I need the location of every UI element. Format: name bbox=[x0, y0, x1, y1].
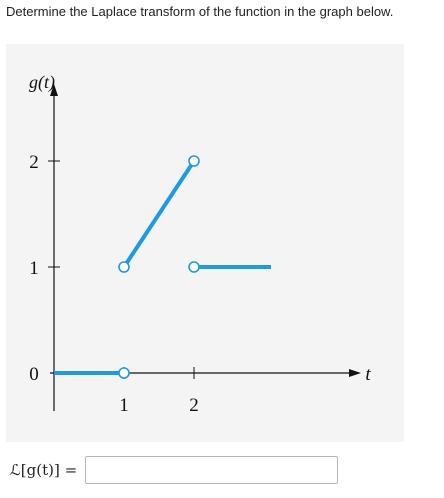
y-axis-label: g(t) bbox=[29, 72, 55, 92]
x-axis-arrow-icon bbox=[349, 369, 361, 377]
y-tick-label: 0 bbox=[29, 364, 39, 385]
answer-row bbox=[10, 456, 338, 484]
open-endpoint bbox=[189, 156, 199, 166]
piecewise-graph bbox=[6, 44, 404, 442]
answer-label: ℒ[g(t)] = bbox=[10, 461, 78, 479]
answer-input[interactable] bbox=[85, 456, 338, 484]
x-tick-label: 2 bbox=[189, 395, 199, 416]
open-endpoint bbox=[119, 262, 129, 272]
graph-panel bbox=[6, 44, 404, 442]
y-tick-label: 2 bbox=[29, 152, 39, 173]
y-tick-label: 1 bbox=[29, 258, 39, 279]
open-endpoint bbox=[189, 262, 199, 272]
question-text: Determine the Laplace transform of the function in the graph below. bbox=[6, 4, 394, 19]
graph-segment-2 bbox=[124, 161, 194, 267]
open-endpoint bbox=[119, 368, 129, 378]
x-axis-label: t bbox=[365, 364, 371, 385]
x-tick-label: 1 bbox=[119, 395, 129, 416]
